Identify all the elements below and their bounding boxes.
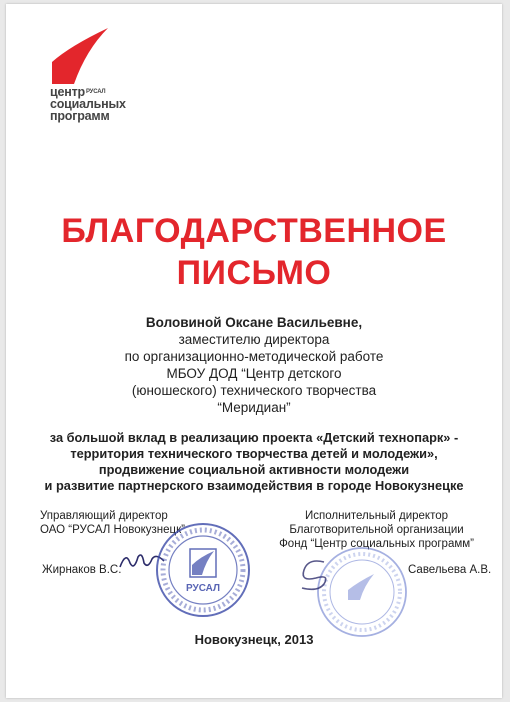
logo-line1-small: РУСАЛ (85, 89, 106, 95)
logo-line3: программ (50, 109, 110, 123)
rusal-logo-icon (50, 24, 110, 86)
reason-block (6, 430, 502, 494)
reason-line1: за большой вклад в реализацию проекта «Детский технопарк» - (49, 430, 459, 445)
right-title-line1: Исполнительный директор (305, 510, 449, 522)
right-title-line3: Фонд “Центр социальных программ” (279, 538, 474, 550)
place-date: Новокузнецк, 2013 (194, 632, 314, 647)
left-title-line1: Управляющий директор (40, 510, 168, 522)
recipient-line3: по организационно-методической работе (124, 349, 384, 364)
letter-page (6, 4, 502, 698)
rusal-seal-icon (154, 521, 252, 619)
letter-title-line1: БЛАГОДАРСТВЕННОЕ (61, 212, 447, 250)
logo-line2: социальных (50, 97, 126, 111)
reason-line4: и развитие партнерского взаимодействия в городе Новокузнецке (44, 478, 464, 493)
recipient-line5: (юношеского) технического творчества (131, 383, 377, 398)
seal-left-text: РУСАЛ (185, 583, 221, 594)
recipient-line4: МБОУ ДОД “Центр детского (166, 366, 342, 381)
letter-title-line2: ПИСЬМО (176, 254, 332, 292)
reason-line3: продвижение социальной активности молодежи (98, 462, 410, 477)
right-signatory-name: Савельева А.В. (408, 564, 492, 576)
logo-text (50, 86, 126, 122)
right-title-line2: Благотворительной организации (289, 524, 464, 536)
recipient-name: Воловиной Оксане Васильевне, (145, 315, 363, 330)
right-signature-icon (294, 554, 344, 594)
left-signatory-name: Жирнаков В.С. (42, 564, 122, 576)
left-title-line2: ОАО “РУСАЛ Новокузнецк” (40, 524, 185, 536)
recipient-line2: заместителю директора (178, 332, 330, 347)
recipient-line6: “Меридиан” (217, 400, 291, 415)
reason-line2: территория технического творчества детей и молодежи», (70, 446, 438, 461)
logo-line1: центр (50, 85, 85, 99)
recipient-block (6, 314, 502, 416)
